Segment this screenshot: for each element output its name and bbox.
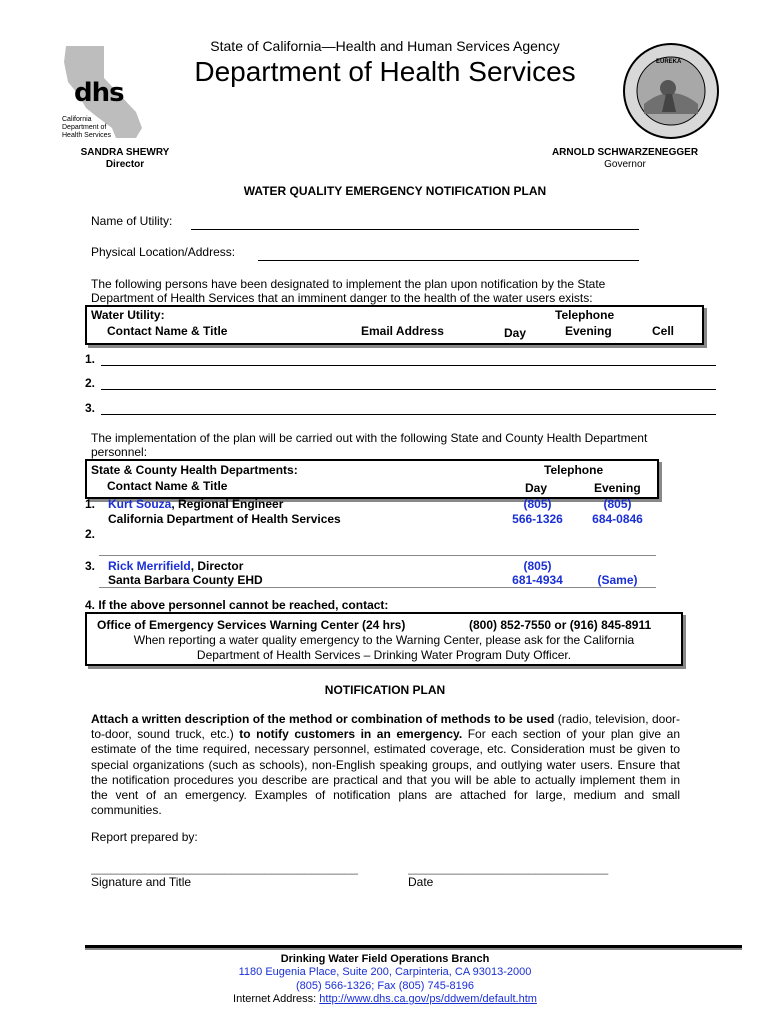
form-title: WATER QUALITY EMERGENCY NOTIFICATION PLAN xyxy=(243,184,547,198)
logo-caption: California Department of Health Services xyxy=(62,116,112,139)
address-input-line[interactable] xyxy=(258,260,639,261)
utility-label: Name of Utility: xyxy=(91,214,173,228)
day-phone: 566-1326 xyxy=(512,512,563,526)
agency-name: State of California—Health and Human Services Agency xyxy=(210,38,560,54)
footer-internet xyxy=(0,993,770,1005)
utility-row-line[interactable] xyxy=(101,414,716,415)
director-name: SANDRA SHEWRY xyxy=(80,147,170,158)
director-title: Director xyxy=(105,159,145,170)
contact-org: California Department of Health Services xyxy=(108,512,341,526)
contact-col-header: Contact Name & Title xyxy=(107,324,228,338)
day-phone: 681-4934 xyxy=(512,573,563,587)
footer-address: 1180 Eugenia Place, Suite 200, Carpinteria, CA 93013-2000 xyxy=(238,966,532,978)
designation-text: The following persons have been designated to implement the plan upon notification by the State Department of Health Services that an imminent danger to the health of the water users exists: xyxy=(91,277,606,305)
health-dept-heading: State & County Health Departments: xyxy=(91,463,298,477)
address-label: Physical Location/Address: xyxy=(91,245,236,259)
date-blank[interactable]: ______________________________ xyxy=(408,861,609,875)
footer-branch: Drinking Water Field Operations Branch xyxy=(280,953,490,965)
implementation-text: The implementation of the plan will be carried out with the following State and County Health Department personnel: xyxy=(91,431,648,459)
health-contact-name-line xyxy=(108,497,283,511)
day-area-code: (805) xyxy=(523,559,552,573)
signature-blank[interactable]: ________________________________________ xyxy=(91,861,358,875)
utility-row-line[interactable] xyxy=(101,365,716,366)
day-col-header: Day xyxy=(504,326,527,340)
health-dept-box xyxy=(85,459,659,499)
signature-label: Signature and Title xyxy=(91,875,192,889)
water-utility-heading: Water Utility: xyxy=(91,308,165,322)
utility-input-line[interactable] xyxy=(191,229,639,230)
evening-area-code: (805) xyxy=(603,497,632,511)
fallback-heading: 4. If the above personnel cannot be reached, contact: xyxy=(85,598,389,612)
utility-row-line[interactable] xyxy=(101,389,716,390)
plan-bold-1: Attach a written description of the method or combination of methods to be used xyxy=(91,712,555,726)
email-col-header: Email Address xyxy=(361,324,444,338)
oes-box xyxy=(85,612,683,666)
health-evening-col-header: Evening xyxy=(594,481,641,495)
governor-title: Governor xyxy=(604,159,646,170)
health-day-col-header: Day xyxy=(525,481,548,495)
water-utility-box xyxy=(85,305,704,345)
department-name: Department of Health Services xyxy=(194,56,576,87)
seal-motto: EUREKA xyxy=(656,59,682,65)
internet-label: Internet Address: xyxy=(233,993,320,1005)
health-contact-line xyxy=(99,587,656,588)
contact-org: Santa Barbara County EHD xyxy=(108,573,263,587)
utility-row-number: 1. xyxy=(85,352,96,366)
footer-phones: (805) 566-1326; Fax (805) 745-8196 xyxy=(296,980,474,992)
health-contact-number: 1. xyxy=(85,497,96,511)
plan-text-2: For each section of your plan give an estimate of the time required, necessary personnel, estimated coverage, etc. Consideration must be given to special organizations (such as schools), non-English speaking groups, and outlying water users. Ensure that the notification procedures you describe are practical and that you will be able to actually implement them in the vent of an emergency. Examples of notification plans are attached for large, medium and small communities. xyxy=(91,727,681,818)
day-area-code: (805) xyxy=(523,497,552,511)
oes-note-line2: Department of Health Services – Drinking Water Program Duty Officer. xyxy=(196,648,572,662)
plan-paragraph xyxy=(91,712,680,818)
oes-note-line1: When reporting a water quality emergency to the Warning Center, please ask for the California xyxy=(133,633,635,647)
health-contact-number: 2. xyxy=(85,527,96,541)
logo-text: dhs xyxy=(74,78,124,108)
oes-name: Office of Emergency Services Warning Center (24 hrs) xyxy=(97,618,406,632)
evening-phone: (Same) xyxy=(597,573,638,587)
health-contact-line[interactable] xyxy=(99,555,656,556)
health-telephone-col-header: Telephone xyxy=(544,463,604,477)
contact-name: Kurt Souza xyxy=(108,497,172,511)
website-link[interactable]: http://www.dhs.ca.gov/ps/ddwem/default.htm xyxy=(319,993,537,1005)
contact-title: , Regional Engineer xyxy=(171,497,284,511)
health-contact-name-line xyxy=(108,559,243,573)
oes-phone: (800) 852-7550 or (916) 845-8911 xyxy=(469,618,652,632)
utility-row-number: 2. xyxy=(85,376,96,390)
utility-row-number: 3. xyxy=(85,401,96,415)
footer-rule xyxy=(85,945,742,948)
cell-col-header: Cell xyxy=(652,324,675,338)
health-contact-number: 3. xyxy=(85,559,96,573)
plan-bold-2: to notify customers in an emergency. xyxy=(239,727,463,742)
governor-name: ARNOLD SCHWARZENEGGER xyxy=(551,147,699,158)
plan-text-1: (radio, television, door-to-door, sound truck, etc.) xyxy=(91,712,680,742)
evening-phone: 684-0846 xyxy=(592,512,643,526)
health-contact-col-header: Contact Name & Title xyxy=(107,479,228,493)
telephone-col-header: Telephone xyxy=(555,308,615,322)
seal-icon xyxy=(622,42,720,140)
contact-name: Rick Merrifield xyxy=(108,559,191,573)
date-label: Date xyxy=(408,875,434,889)
state-seal xyxy=(622,42,720,140)
plan-heading: NOTIFICATION PLAN xyxy=(324,683,446,697)
report-label: Report prepared by: xyxy=(91,830,198,844)
contact-title: , Director xyxy=(190,559,244,573)
evening-col-header: Evening xyxy=(565,324,612,338)
